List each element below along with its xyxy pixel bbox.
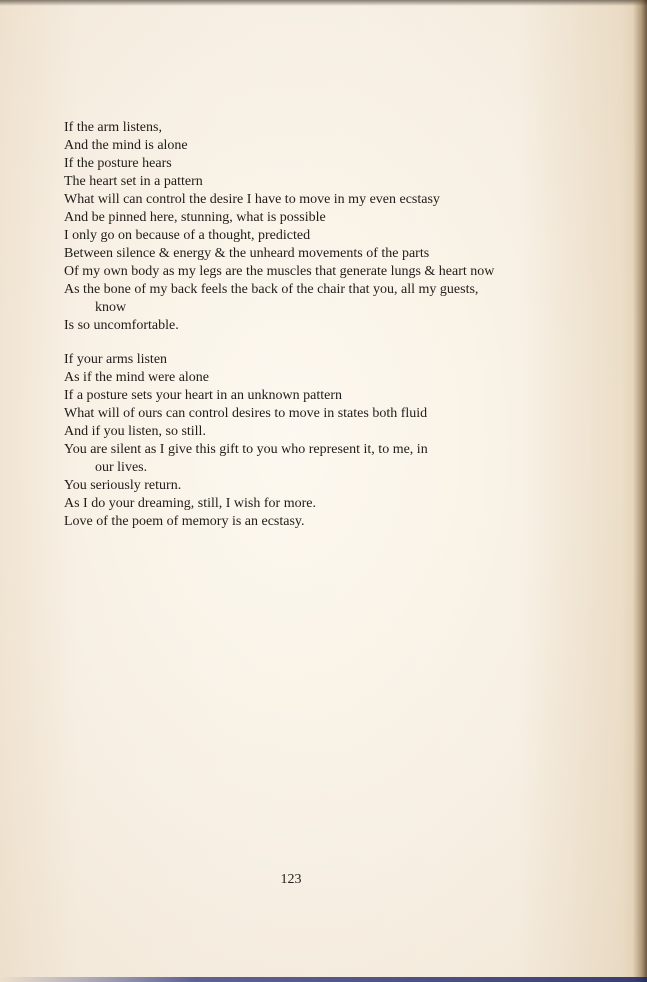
poem-line: If your arms listen [64, 352, 168, 367]
poem-line: Between silence & energy & the unheard movements of the parts [64, 246, 430, 261]
poem-line: If the arm listens, [64, 120, 162, 135]
poem-line: As I do your dreaming, still, I wish for more. [64, 496, 316, 511]
poem-line: What will of ours can control desires to move in states both fluid [64, 406, 428, 421]
poem-line: know [95, 300, 127, 315]
poem-body [64, 119, 584, 547]
poem-line: As the bone of my back feels the back of the chair that you, all my guests, [64, 282, 479, 297]
poem-line: You seriously return. [64, 478, 182, 493]
poem-line: As if the mind were alone [64, 370, 210, 385]
poem-line: And the mind is alone [64, 138, 188, 153]
page-bottom-edge [0, 977, 647, 982]
poem-line: And be pinned here, stunning, what is possible [64, 210, 326, 225]
page-number: 123 [280, 872, 302, 887]
page-gutter-shadow [633, 0, 647, 982]
poem-line: If a posture sets your heart in an unknown pattern [64, 388, 342, 403]
poem-line: Love of the poem of memory is an ecstasy. [64, 514, 305, 529]
stanza [64, 351, 584, 531]
poem-line: Is so uncomfortable. [64, 318, 179, 333]
poem-line: And if you listen, so still. [64, 424, 206, 439]
page-top-shadow [0, 0, 647, 6]
poem-line: I only go on because of a thought, predicted [64, 228, 311, 243]
poem-line: our lives. [95, 460, 148, 475]
poem-line: You are silent as I give this gift to you who represent it, to me, in [64, 442, 428, 457]
poem-line: If the posture hears [64, 156, 172, 171]
stanza [64, 119, 584, 335]
poem-line: The heart set in a pattern [64, 174, 203, 189]
poem-line: Of my own body as my legs are the muscles that generate lungs & heart now [64, 264, 495, 279]
poem-line: What will can control the desire I have to move in my even ecstasy [64, 192, 440, 207]
